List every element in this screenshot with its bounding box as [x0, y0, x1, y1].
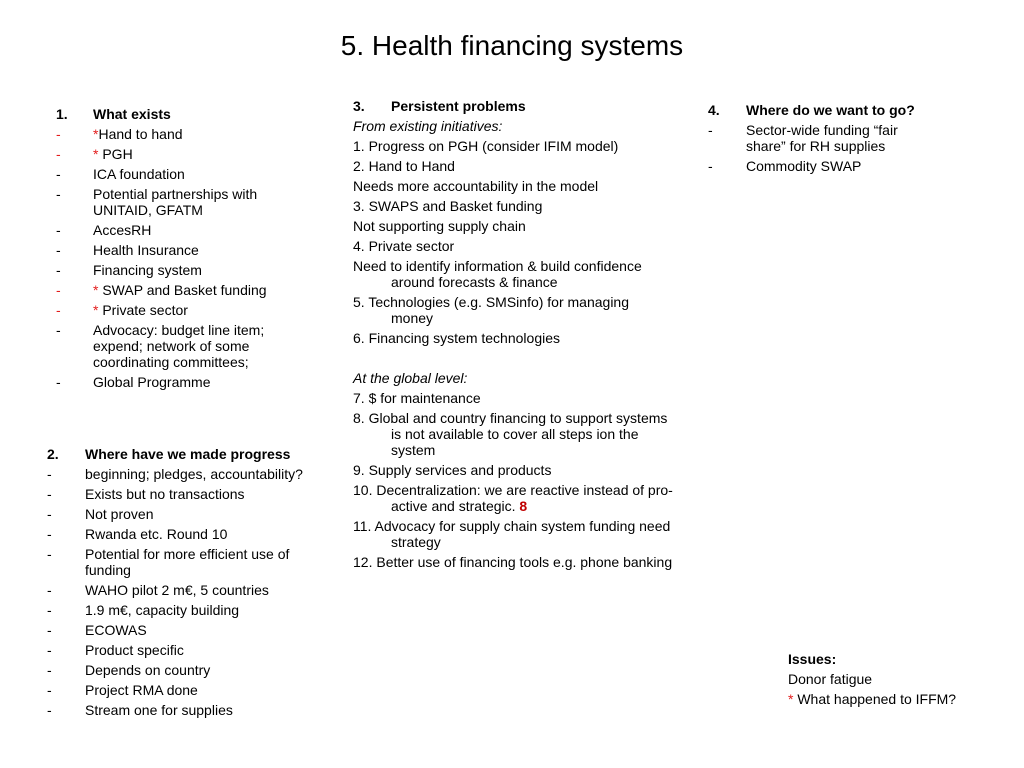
persistent-problems-section	[353, 98, 673, 574]
bullet-dash: -	[56, 262, 61, 278]
list-item-label: SWAP and Basket funding	[102, 282, 267, 298]
list-item-text	[93, 186, 316, 218]
problem-line-7: 7. $ for maintenance	[353, 390, 481, 406]
list-item-text	[746, 122, 938, 154]
slide-title: 5. Health financing systems	[340, 30, 684, 61]
asterisk-marker: *	[93, 146, 103, 162]
section-number: 3.	[353, 98, 365, 114]
bullet-dash: -	[47, 682, 52, 698]
issue-line-2	[788, 691, 988, 707]
list-item	[56, 146, 316, 162]
list-item-label: Stream one for supplies	[85, 702, 233, 718]
list-item-text	[93, 374, 316, 390]
bullet-dash: -	[47, 702, 52, 718]
list-item-label: Private sector	[102, 302, 188, 318]
where-go-section	[708, 102, 938, 178]
problem-line: 6. Financing system technologies	[353, 330, 560, 346]
list-item	[708, 122, 938, 154]
problem-line: 1. Progress on PGH (consider IFIM model)	[353, 138, 619, 154]
list-item	[47, 526, 327, 542]
what-exists-section	[56, 106, 316, 394]
list-item-text	[85, 486, 327, 502]
issue-line-2-text: What happened to IFFM?	[793, 691, 957, 707]
list-item-text	[93, 242, 316, 258]
list-item-text	[85, 662, 327, 678]
list-item-label: Global Programme	[93, 374, 211, 390]
asterisk-marker: *	[93, 302, 103, 318]
bullet-dash: -	[47, 506, 52, 522]
list-item	[47, 682, 327, 698]
spacer	[353, 350, 673, 366]
list-item-label: Depends on country	[85, 662, 211, 678]
what-exists-heading-row	[56, 106, 316, 122]
list-item-label: Potential for more efficient use of funding	[85, 546, 290, 578]
bullet-dash: -	[56, 186, 61, 202]
list-item	[708, 158, 938, 174]
where-go-heading-row	[708, 102, 938, 118]
bullet-dash: -	[56, 374, 61, 390]
list-item-text	[93, 282, 316, 298]
problem-line: 3. SWAPS and Basket funding	[353, 198, 543, 214]
asterisk-marker: *	[93, 126, 99, 142]
list-item	[47, 602, 327, 618]
what-exists-list	[56, 126, 316, 390]
list-item-text	[85, 582, 327, 598]
list-item-label: Commodity SWAP	[746, 158, 862, 174]
problem-line: 2. Hand to Hand	[353, 158, 455, 174]
list-item	[56, 282, 316, 298]
list-item-text	[93, 262, 316, 278]
list-item-text	[85, 506, 327, 522]
list-item	[47, 546, 327, 578]
bullet-dash: -	[708, 158, 713, 174]
list-item	[47, 622, 327, 638]
problem-line-10-count: 8	[519, 498, 528, 514]
bullet-dash: -	[47, 582, 52, 598]
list-item-label: Not proven	[85, 506, 154, 522]
list-item	[47, 642, 327, 658]
list-item-label: ECOWAS	[85, 622, 147, 638]
problem-line: 5. Technologies (e.g. SMSinfo) for managing money	[353, 294, 630, 326]
list-item-label: Project RMA done	[85, 682, 198, 698]
section-heading: What exists	[93, 106, 171, 122]
list-item-label: WAHO pilot 2 m€, 5 countries	[85, 582, 269, 598]
list-item-label: 1.9 m€, capacity building	[85, 602, 240, 618]
list-item-label: beginning; pledges, accountability?	[85, 466, 303, 482]
list-item	[47, 702, 327, 718]
bullet-dash: -	[56, 322, 61, 338]
list-item-text	[93, 302, 316, 318]
problem-line: Needs more accountability in the model	[353, 178, 599, 194]
list-item-label: Potential partnerships with UNITAID, GFATM	[93, 186, 258, 218]
bullet-dash: -	[47, 486, 52, 502]
list-item-label: AccesRH	[93, 222, 152, 238]
section-number: 2.	[47, 446, 59, 462]
issues-section	[788, 651, 988, 711]
existing-initiatives-subheading: From existing initiatives:	[353, 118, 503, 134]
list-item	[56, 322, 316, 370]
list-item	[56, 186, 316, 218]
list-item-text	[85, 702, 327, 718]
problem-line-10-text: 10. Decentralization: we are reactive instead of pro-active and strategic.	[353, 482, 673, 514]
list-item-text	[85, 466, 327, 482]
list-item-label: Financing system	[93, 262, 202, 278]
bullet-dash: -	[56, 242, 61, 258]
list-item	[56, 126, 316, 142]
issue-line-1: Donor fatigue	[788, 671, 873, 687]
list-item-label: Exists but no transactions	[85, 486, 245, 502]
progress-heading-row	[47, 446, 327, 462]
bullet-dash: -	[708, 122, 713, 138]
list-item-label: Advocacy: budget line item; expend; network of some coordinating committees;	[93, 322, 265, 370]
bullet-dash: -	[47, 622, 52, 638]
list-item	[56, 166, 316, 182]
problem-line-10	[353, 482, 673, 514]
list-item-text	[746, 158, 938, 174]
section-number: 4.	[708, 102, 720, 118]
list-item-text	[93, 322, 316, 370]
list-item-label: Product specific	[85, 642, 184, 658]
list-item	[47, 466, 327, 482]
list-item-label: PGH	[102, 146, 133, 162]
bullet-dash: -	[47, 466, 52, 482]
list-item-label: ICA foundation	[93, 166, 185, 182]
bullet-dash: -	[47, 642, 52, 658]
asterisk-marker: *	[93, 282, 103, 298]
where-go-list	[708, 122, 938, 174]
asterisk-marker: *	[788, 691, 794, 707]
bullet-dash: -	[56, 166, 61, 182]
bullet-dash: -	[56, 222, 61, 238]
problem-line: Need to identify information & build confidence around forecasts & finance	[353, 258, 642, 290]
list-item	[47, 486, 327, 502]
section-heading: Where do we want to go?	[746, 102, 915, 118]
problem-line: 4. Private sector	[353, 238, 455, 254]
list-item	[56, 262, 316, 278]
progress-section	[47, 446, 327, 722]
list-item-text	[85, 622, 327, 638]
global-level-subheading: At the global level:	[353, 370, 468, 386]
bullet-dash: -	[56, 282, 61, 298]
bullet-dash: -	[47, 662, 52, 678]
list-item-text	[85, 682, 327, 698]
list-item	[56, 242, 316, 258]
list-item	[56, 302, 316, 318]
list-item-text	[85, 526, 327, 542]
section-heading: Persistent problems	[391, 98, 526, 114]
problem-line-9: 9. Supply services and products	[353, 462, 552, 478]
list-item-text	[85, 642, 327, 658]
list-item	[47, 506, 327, 522]
list-item	[47, 662, 327, 678]
bullet-dash: -	[56, 126, 61, 142]
section-heading: Where have we made progress	[85, 446, 291, 462]
list-item-label: Sector-wide funding “fair share” for RH supplies	[746, 122, 898, 154]
issues-heading: Issues:	[788, 651, 837, 667]
list-item-text	[93, 222, 316, 238]
list-item	[56, 222, 316, 238]
progress-list	[47, 466, 327, 718]
list-item	[47, 582, 327, 598]
list-item-label: Health Insurance	[93, 242, 199, 258]
bullet-dash: -	[56, 302, 61, 318]
list-item-text	[85, 546, 327, 578]
list-item-label: Hand to hand	[98, 126, 183, 142]
problem-line-12: 12. Better use of financing tools e.g. phone banking	[353, 554, 673, 570]
existing-initiatives-list	[353, 138, 673, 346]
list-item-text	[93, 146, 316, 162]
bullet-dash: -	[47, 526, 52, 542]
persistent-heading-row	[353, 98, 673, 114]
list-item-text	[85, 602, 327, 618]
bullet-dash: -	[47, 602, 52, 618]
list-item	[56, 374, 316, 390]
bullet-dash: -	[47, 546, 52, 562]
problem-line-8: 8. Global and country financing to support systems is not available to cover all steps ion the system	[353, 410, 668, 458]
list-item-label: Rwanda etc. Round 10	[85, 526, 228, 542]
problem-line-11: 11. Advocacy for supply chain system funding need strategy	[353, 518, 671, 550]
list-item-text	[93, 166, 316, 182]
problem-line: Not supporting supply chain	[353, 218, 526, 234]
bullet-dash: -	[56, 146, 61, 162]
section-number: 1.	[56, 106, 68, 122]
list-item-text	[93, 126, 316, 142]
